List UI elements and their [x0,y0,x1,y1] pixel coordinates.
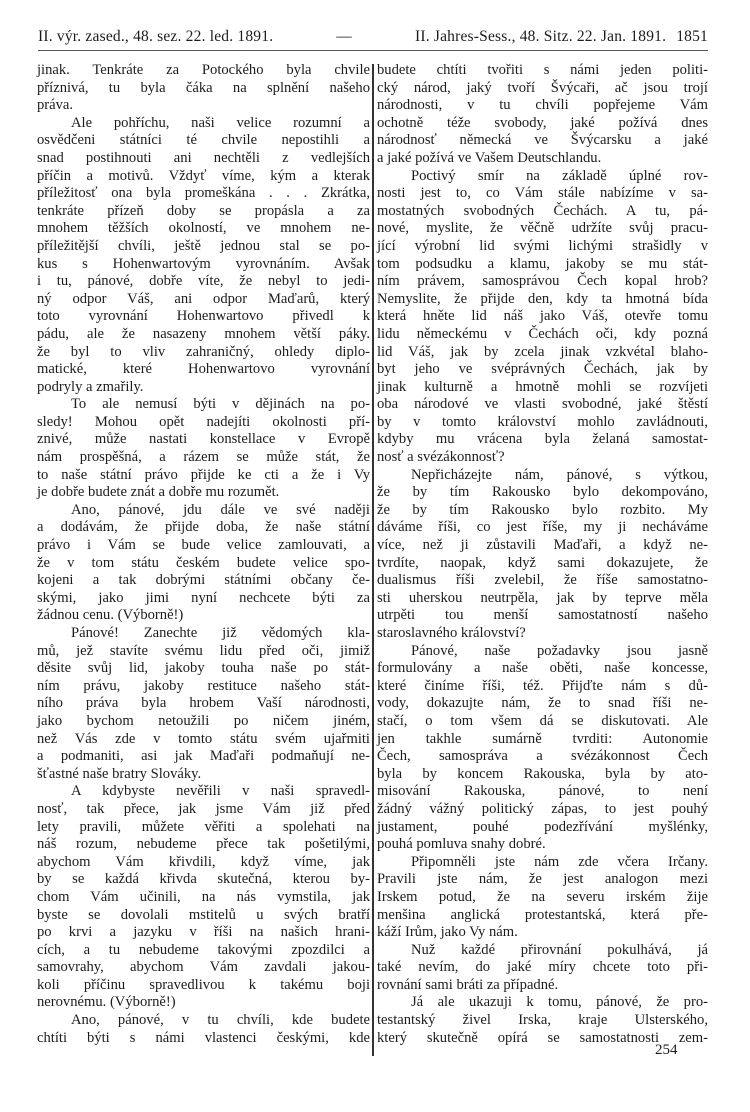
text-line: budete chtíti tvořiti s námi jeden politi- [377,62,708,78]
text-line: které činíme říši, též. Přijďte nám s dů- [377,677,708,694]
text-line: sti uherskou neutrpěla, jak by teprve měla [377,589,708,606]
text-line: než Vás zde v tomto státu svém ujařmiti [37,730,370,747]
text-line: Pravili jste nám, že jest analogon mezi [377,871,708,888]
text-line: Já ale ukazuji k tomu, pánové, že pro- [411,994,708,1011]
text-line: že by tím Rakousko bylo rozbito. My [377,501,708,518]
paragraph [377,467,708,643]
text-line: byste se dovolali mstitelů u svých bratří [37,906,370,923]
text-line: toto vyrovnání Hohenwartovo přivedl k [37,308,370,325]
text-line: nosti jest to, co Vám stále nabízíme v sa- [377,185,708,202]
text-line: rovnání sami bráti za případné. [377,976,559,993]
text-line: více, než ji zůstavili Maďaři, a když ne- [377,537,708,554]
text-line: příčin a motivů. Vždyť víme, kým a kterak [37,167,370,184]
running-header [38,28,708,51]
text-line: stačí, o tom všem dá se diskutovati. Ale [377,712,708,729]
text-line: tvrdíte, naopak, když sami dokazujete, že [377,554,708,571]
text-line: Nemyslite, že přijde den, kdy ta hmotná bída [377,290,708,307]
text-line: mnohem těžších okolností, ve mnohem ne- [37,220,370,237]
text-line: utrpěti tou menší samostatností našeho [377,607,708,624]
text-line: snad postihnouti ani nechtěli z vedlejších [37,149,370,166]
paragraph [377,62,708,168]
text-line: ný odpor Váš, ani odpor Maďarů, který [37,290,370,307]
text-line: vody, dokazujte nám, že to snad říši ne- [377,695,708,712]
text-line: To ale nemusí býti v dějinách na po- [71,396,370,413]
text-line: národnosti, v tu chvíli popřejeme Vám [377,97,708,114]
paragraph [377,643,708,854]
text-line: po krvi a jazyku v říši na našich hrani- [37,924,370,941]
paragraph [377,994,708,1047]
text-line: příležitosť ona byla promeškána . . . Zkrátka, [37,185,370,202]
text-line: ochotně téže svobody, jaké požívá dnes [377,114,708,131]
text-line: to naše státní právo přijde ke cti a že i Vy [37,466,370,483]
text-line: ního práva byla hrobem Vaší národnosti, [37,695,370,712]
text-line: že by tím Rakousko bylo dekompováno, [377,484,708,501]
text-line: nerovnému. (Výborně!) [37,994,176,1011]
text-line: chom Vám učinili, na nás vymstila, jak [37,888,370,905]
text-line: samovrahy, abychom Vám zavdali jakou- [37,959,370,976]
text-line: tenkráte přízeň doby se propásla a za [37,202,370,219]
text-line: kojeni a tak dobrými státními občany če- [37,572,370,589]
text-line: by v tomto království mohlo zavládnouti, [377,413,708,430]
text-line: byla by koncem Rakouska, byla by ato- [377,765,708,782]
text-line: je dobře budete znát a dobře mu rozumět. [37,484,280,501]
text-line: tom podsudku a klamu, jakoby se mu stát- [377,255,708,272]
text-line: Poctivý smír na základě úplné rov- [411,167,708,184]
text-line: také nevím, do jaké míry chcete toto při- [377,959,708,976]
text-line: dualismus říši zvelebil, že říše samostatno- [377,572,708,589]
text-line: jako bychom netoužili po ničem jiném, [37,712,370,729]
text-line: nám prospěšná, a rázem se může stát, že [37,449,370,466]
text-line: Ale pohříchu, naši velice rozumní a [71,114,370,131]
text-line: skými, jako jimi nyní nechcete býti za [37,589,370,606]
text-line: Irskem potud, že na severu irském žije [377,888,708,905]
right-column [377,62,708,1047]
text-line: byt jeho ve svéprávných Čechách, jak by [377,361,708,378]
text-line: chtíti býti s námi vlastenci českými, kde [37,1029,370,1046]
text-line: cích, a tu nebudeme takovými zpozdilci a [37,941,370,958]
text-line: justament, pouhé podezřívání myšlénky, [377,818,708,835]
paragraph [377,942,708,995]
text-line: náš rozum, nebudeme přece tak pošetilými, [37,836,370,853]
text-line: Čech, samospráva a svézákonnost Čech [377,748,708,765]
text-line: kdyby mu vrácena byla želaná samostat- [377,431,708,448]
text-line: nové, myslite, že věčně udržíte svůj pracu- [377,220,708,237]
text-line: Pánové, naše požadavky jsou jasně [411,642,708,659]
text-line: staroslavného království? [377,625,526,641]
text-line: i tu, pánové, dobře víte, že nebyl to jedi- [37,273,370,290]
text-line: A kdybyste nevěřili v naši spravedl- [71,783,370,800]
text-line: a jaké požívá ve Vašem Deutschlandu. [377,149,602,166]
text-line: oba národové ve vlasti svobodné, jaké štěstí [377,396,708,413]
text-line: testantský živel Irska, kraje Ulsterského, [377,1012,708,1029]
text-line: by se každá křivda skutečná, kterou by- [37,871,370,888]
text-line: že v tom státu českém budete velice spo- [37,554,370,571]
paragraph [37,1012,370,1047]
text-line: ním právem, samosprávou Čech kopal hrob? [377,273,708,290]
paragraph [377,168,708,467]
text-line: jící výrobní lid svými lichými strašidly v [377,237,708,254]
text-line: podryly a zmařily. [37,378,144,395]
text-line: kus s Hohenwartovým vyrovnáním. Avšak [37,255,370,272]
text-line: že byl to vliv zahraničný, ohledy diplo- [37,343,370,360]
paragraph [37,502,370,625]
text-line: lidu německému v Čechách oči, kdy pozná [377,325,708,342]
paragraph [37,396,370,502]
text-line: žádný vážný politický zápas, to jest pouhý [377,800,708,817]
text-line: nosť a svézákonnosť? [377,449,505,466]
text-line: a dodávám, že přijde doba, že naše státní [37,519,370,536]
text-line: formulovány a naše oběti, naše koncesse, [377,660,708,677]
text-line: příležitější chvíli, ještě jednou stal se po- [37,237,370,254]
text-line: matické, které Hohenwartovo vyrovnání [37,361,370,378]
text-line: Nuž každé přirovnání pokulhává, já [411,941,708,958]
sheet-number: 254 [655,1042,678,1058]
text-line: lid Váš, jak by zcela jinak vzkvétal blaho- [377,343,708,360]
header-german: II. Jahres-Sess., 48. Sitz. 22. Jan. 1891. [414,28,667,45]
text-line: mů, jež stavíte svému lidu před oči, jimiž [37,642,370,659]
text-line: jinak kulturně a hmotně mohli se rozvíjeti [377,378,708,395]
text-line: žádnou cenu. (Výborně!) [37,607,184,624]
text-line: Nepřicházejte nám, pánové, s výtkou, [411,466,708,483]
column-divider [372,64,374,1056]
paragraph [377,854,708,942]
text-line: cký národ, jaký tvoří Švýcaři, ač jsou trojí [377,79,708,96]
text-line: znivé, může nastati konstellace v Evropě [37,431,370,448]
text-line: pouhá pomluva snahy dobré. [377,836,546,853]
text-line: misování Rakouska, pánové, to není [377,783,708,800]
text-line: a podmaniti, asi jak Maďaři podmaňují ne- [37,748,370,765]
paragraph [37,783,370,1012]
text-line: příznivá, tu byla čáka na splnění našeho [37,79,370,96]
text-line: Připomněli jste nám zde včera Irčany. [411,853,708,870]
text-line: národnosť německá ve Švýcarsku a jaké [377,132,708,149]
text-line: práva. [37,97,74,114]
text-line: jen takhle sumárně tvrditi: Autonomie [377,730,708,747]
left-column [37,62,370,1047]
text-line: pádu, ale že nasazeny mnohem větší páky. [37,325,370,342]
text-line: dáváme říši, co jest říše, my ji necháváme [377,519,708,536]
text-line: káží Irům, jako Vy nám. [377,924,518,941]
text-line: sledy! Mohou opět nadejíti okolnosti pří- [37,413,370,430]
text-line: která hněte lid náš jako Váš, otevře tomu [377,308,708,325]
text-line: nosť, tak přece, jak jsme Vám již před [37,800,370,817]
text-line: děsite svůj lid, jakoby touha naše po stát- [37,660,370,677]
text-line: mostatných svobodných Čechách. A tu, pá- [377,202,708,219]
text-line: abychom Vám křivdili, když víme, jak [37,853,370,870]
text-line: šťastné naše bratry Slováky. [37,765,202,782]
text-line: Ano, pánové, jdu dále ve své naději [71,501,370,518]
text-line: který skutečně opírá se samostatnosti zem- [377,1029,708,1046]
text-line: Pánové! Zanechte již vědomých kla- [71,625,370,641]
text-line: ním právu, jakoby restituce našeho stát- [37,677,370,694]
text-line: menšina anglická protestantská, která pře- [377,906,708,923]
text-line: koli příčinu spravedlivou k takému boji [37,976,370,993]
text-line: Ano, pánové, v tu chvíli, kde budete [71,1012,370,1029]
text-line: lety pravili, můžete věřiti a spolehati na [37,818,370,835]
paragraph [37,625,370,783]
paragraph [37,115,370,397]
paragraph [37,62,370,115]
header-dash: — [336,28,352,45]
text-line: osvědčeni státníci té chvile nepostihli a [37,132,370,149]
text-line: jinak. Tenkráte za Potockého byla chvile [37,62,370,78]
text-line: právo i Vám se bude velice zamlouvati, a [37,537,370,554]
page-number: 1851 [676,28,708,45]
header-czech: II. výr. zased., 48. sez. 22. led. 1891. [38,28,274,45]
